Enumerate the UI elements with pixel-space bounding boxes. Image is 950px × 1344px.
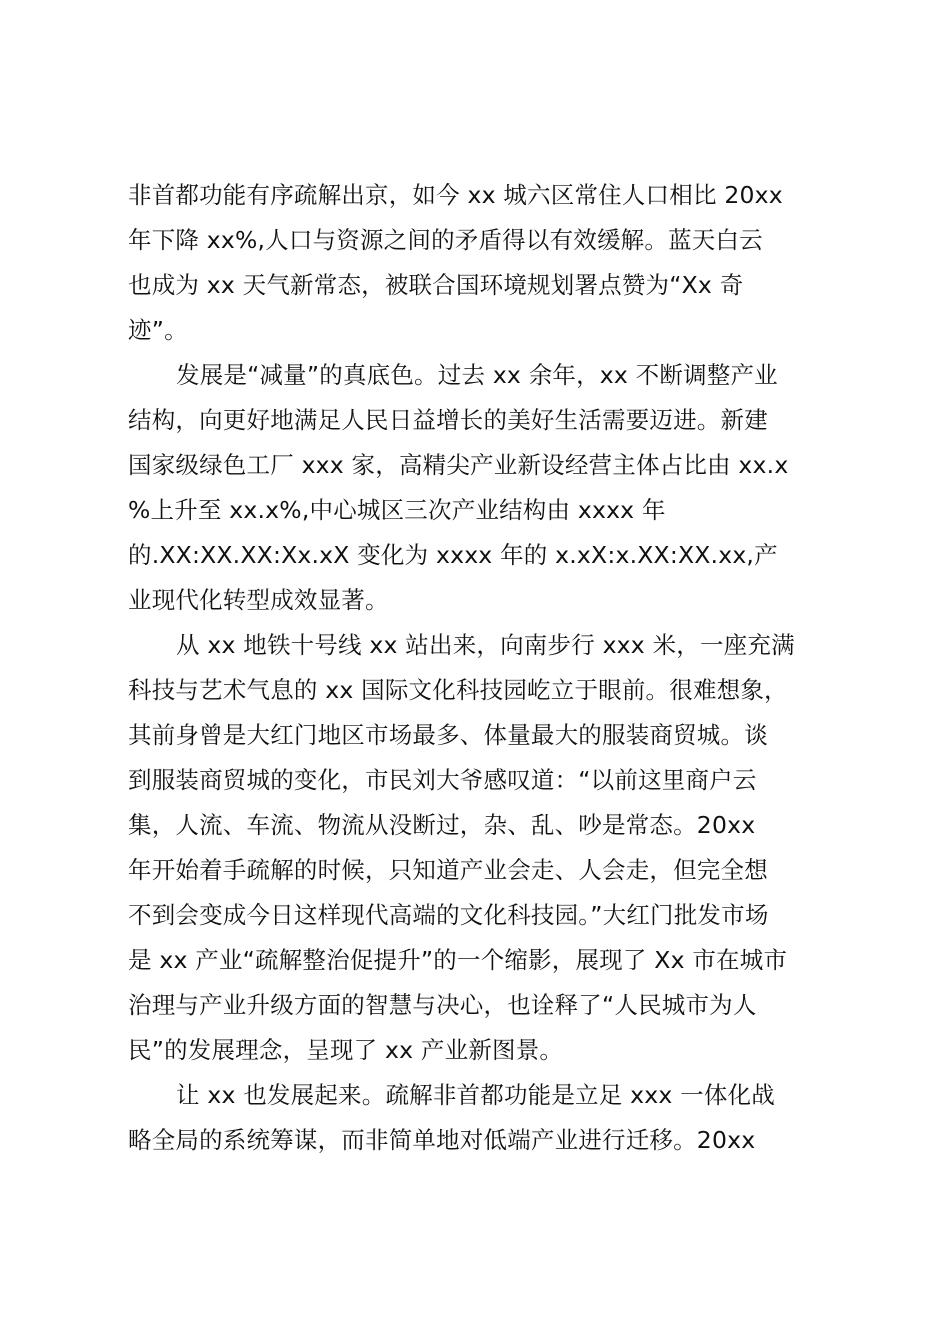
text-line: 集，人流、车流、物流从没断过，杂、乱、吵是常态。20xx xyxy=(128,811,756,839)
text-line: 年下降 xx%,人口与资源之间的矛盾得以有效缓解。蓝天白云 xyxy=(128,226,763,254)
text-line: 年开始着手疏解的时候，只知道产业会走、人会走，但完全想 xyxy=(128,856,768,884)
paragraph-first-line: 发展是“减量”的真底色。过去 xx 余年，xx 不断调整产业 xyxy=(176,361,778,389)
paragraph-first-line: 从 xx 地铁十号线 xx 站出来，向南步行 xxx 米，一座充满 xyxy=(176,631,795,659)
text-line: 结构，向更好地满足人民日益增长的美好生活需要迈进。新建 xyxy=(128,406,768,434)
text-line: 业现代化转型成效显著。 xyxy=(128,586,389,614)
text-line: 科技与艺术气息的 xx 国际文化科技园屹立于眼前。很难想象， xyxy=(128,676,788,704)
text-line: 国家级绿色工厂 xxx 家，高精尖产业新设经营主体占比由 xx.x xyxy=(128,451,789,479)
text-line: 其前身曾是大红门地区市场最多、体量最大的服装商贸城。谈 xyxy=(128,721,768,749)
text-line: 治理与产业升级方面的智慧与决心，也诠释了“人民城市为人 xyxy=(128,991,757,1019)
text-line: 民”的发展理念，呈现了 xx 产业新图景。 xyxy=(128,1036,564,1064)
text-line: 略全局的系统筹谋，而非简单地对低端产业进行迁移。20xx xyxy=(128,1126,756,1154)
text-line: 不到会变成今日这样现代高端的文化科技园。”大红门批发市场 xyxy=(128,901,769,929)
text-line: 到服装商贸城的变化，市民刘大爷感叹道：“以前这里商户云 xyxy=(128,766,757,794)
text-line: 非首都功能有序疏解出京，如今 xx 城六区常住人口相比 20xx xyxy=(128,181,783,209)
text-line: 迹”。 xyxy=(128,316,188,344)
text-line: 是 xx 产业“疏解整治促提升”的一个缩影，展现了 Xx 市在城市 xyxy=(128,946,788,974)
text-line: 的.XX:XX.XX:Xx.xX 变化为 xxxx 年的 x.xX:x.XX:XX.xx,产 xyxy=(128,541,778,569)
paragraph-first-line: 让 xx 也发展起来。疏解非首都功能是立足 xxx 一体化战 xyxy=(176,1081,775,1109)
text-line: 也成为 xx 天气新常态，被联合国环境规划署点赞为“Xx 奇 xyxy=(128,271,744,299)
text-line: %上升至 xx.x%,中心城区三次产业结构由 xxxx 年 xyxy=(128,496,666,524)
